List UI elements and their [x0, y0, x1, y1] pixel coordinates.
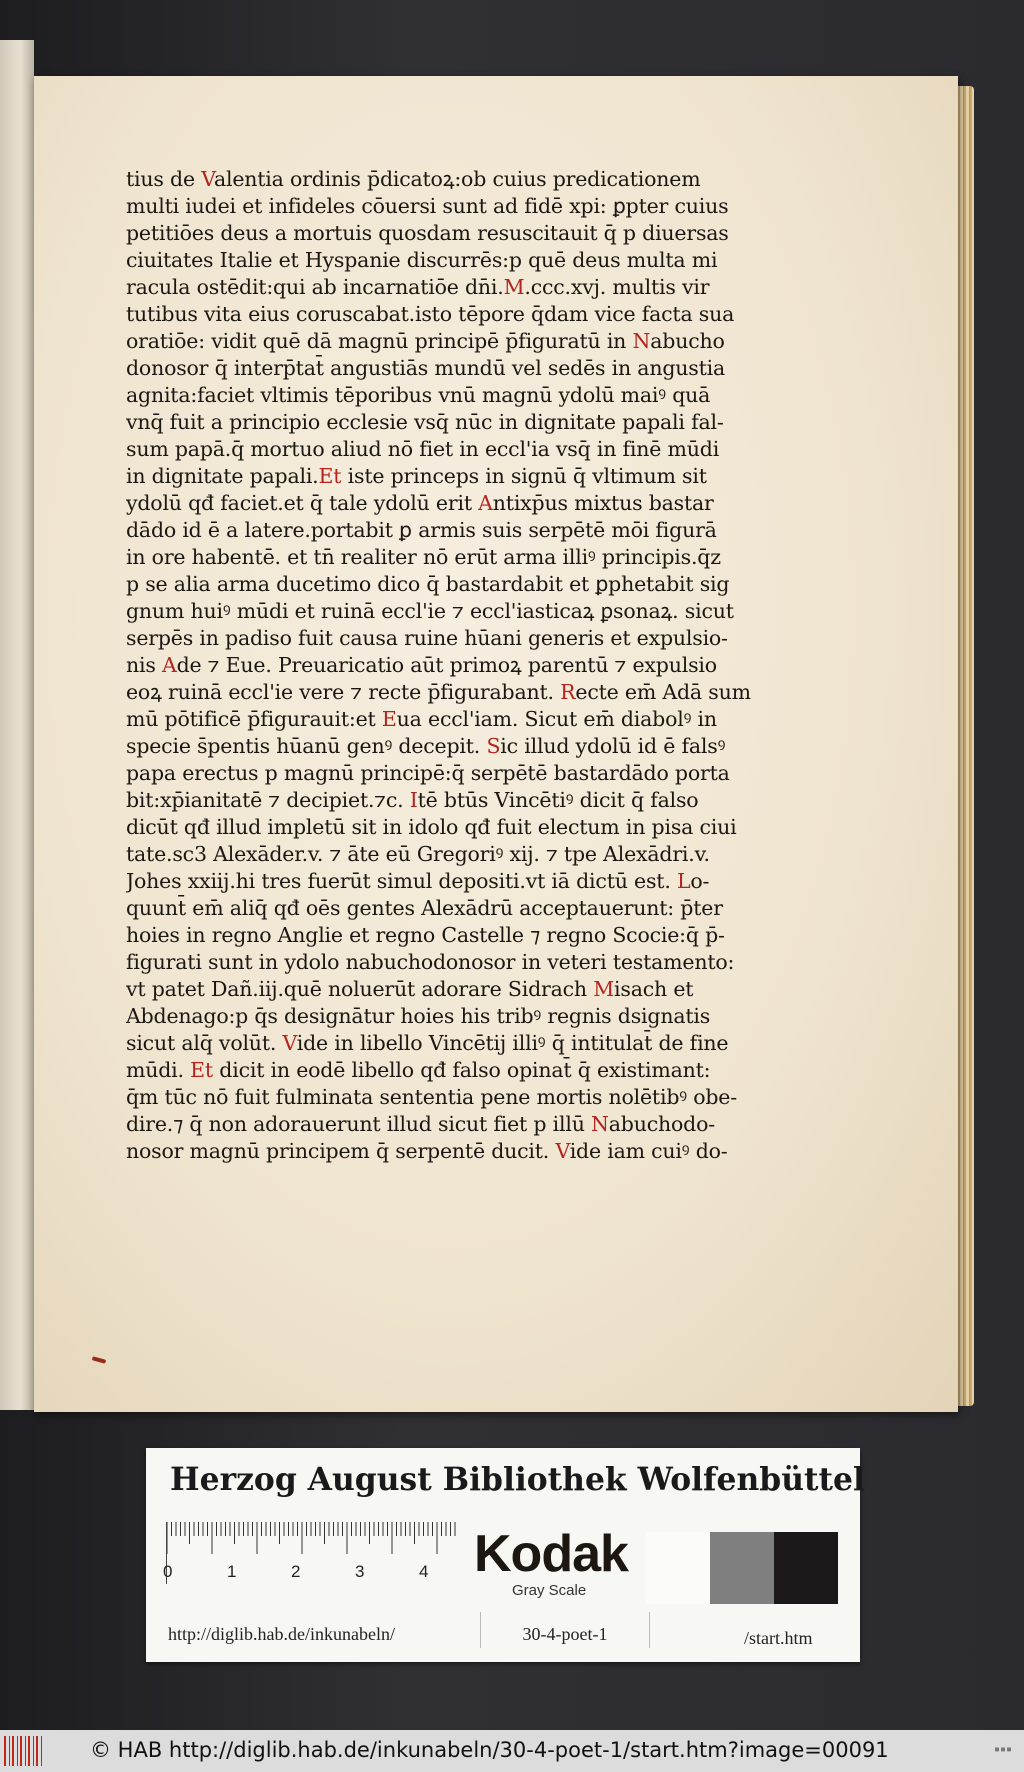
- url-right: /start.htm: [744, 1628, 813, 1648]
- text-segment: iste princeps in signū q̄ vltimum sit: [341, 464, 707, 488]
- rubric-initial: S: [486, 734, 501, 758]
- rubric-initial: E: [381, 707, 397, 731]
- text-line: [126, 841, 826, 868]
- text-line: [126, 895, 826, 922]
- ruler-number: 3: [355, 1562, 365, 1581]
- text-line: [126, 1111, 826, 1138]
- text-line: [126, 436, 826, 463]
- text-segment: bit:xp̄ianitatē ⁊ decipiet.⁊c.: [126, 788, 410, 812]
- text-line: [126, 733, 826, 760]
- text-segment: ide iam cuiꝰ do-: [569, 1139, 728, 1163]
- text-line: [126, 328, 826, 355]
- text-segment: dicit in eodē libello qđ falso opinat̄ q̄ existimant:: [212, 1058, 711, 1082]
- text-line: [126, 463, 826, 490]
- text-segment: alentia ordinis p̄dicatoꝝ:ob cuius predicationem: [213, 167, 701, 191]
- text-segment: gnum huiꝰ mūdi et ruinā eccl'ie ⁊ eccl'iasticaꝝ ꝑsonaꝝ. sicut: [126, 599, 734, 623]
- text-segment: vt patet Dañ.iij.quē noluerūt adorare Sidrach: [126, 977, 594, 1001]
- text-segment: vnq̄ fuit a principio ecclesie vsq̄ nūc in dignitate papali fal-: [126, 410, 724, 434]
- text-segment: multi iudei et infideles cōuersi sunt ad fidē xpi: ꝑpter cuius: [126, 194, 729, 218]
- text-line: [126, 1057, 826, 1084]
- ruler-ticks: [167, 1522, 461, 1556]
- text-segment: donosor q̄ interp̄tat̄ angustiās mundū vel sedēs in angustia: [126, 356, 725, 380]
- text-segment: ntixp̄us mixtus bastar: [492, 491, 714, 515]
- text-line: [126, 382, 826, 409]
- text-line: [126, 760, 826, 787]
- text-segment: oratiōe: vidit quē dā magnū principē p̄figuratū in: [126, 329, 633, 353]
- text-segment: quunt̄ em̄ aliq̄ qđ oēs gentes Alexādrū acceptauerunt: p̄ter: [126, 896, 723, 920]
- kodak-brand: [474, 1524, 642, 1604]
- rubric-initial: L: [676, 869, 691, 893]
- text-segment: racula ostēdit:qui ab incarnatiōe dn̄i.: [126, 275, 504, 299]
- rubric-initial: A: [478, 491, 493, 515]
- text-segment: sum papā.q̄ mortuo aliud nō fiet in eccl'ia vsq̄ in finē mūdi: [126, 437, 720, 461]
- text-line: [126, 490, 826, 517]
- text-segment: nosor magnū principem q̄ serpentē ducit.: [126, 1139, 556, 1163]
- text-segment: p se alia arma ducetimo dico q̄ bastardabit et ꝑphetabit sig: [126, 572, 730, 596]
- stray-ink-mark: [92, 1356, 107, 1363]
- library-label-card: [146, 1448, 865, 1662]
- footer-dots: ▪▪▪: [993, 1744, 1012, 1755]
- text-line: [126, 517, 826, 544]
- text-line: [126, 355, 826, 382]
- text-line: [126, 814, 826, 841]
- text-line: [126, 1030, 826, 1057]
- url-left: http://diglib.hab.de/inkunabeln/: [168, 1624, 395, 1644]
- book-page: [34, 76, 958, 1412]
- text-segment: ua eccl'iam. Sicut em̄ diabolꝰ in: [396, 707, 717, 731]
- text-segment: abuchodo-: [608, 1112, 715, 1136]
- rubric-initial: Et: [318, 464, 342, 488]
- text-line: [126, 706, 826, 733]
- text-segment: petitiōes deus a mortuis quosdam resuscitauit q̄ p diuersas: [126, 221, 729, 245]
- text-segment: in ore habentē. et tn̄ realiter nō erūt arma illiꝰ principis.q̄z: [126, 545, 721, 569]
- text-segment: papa erectus p magnū principē:q̄ serpētē bastardādo porta: [126, 761, 730, 785]
- gray-swatch-mid: [710, 1532, 774, 1604]
- text-line: [126, 571, 826, 598]
- text-line: [126, 193, 826, 220]
- rubric-initial: Et: [190, 1058, 213, 1082]
- ruler-number: 4: [419, 1562, 429, 1581]
- text-segment: ecte em̄ Adā sum: [575, 680, 751, 704]
- text-segment: abucho: [650, 329, 725, 353]
- text-line: [126, 220, 826, 247]
- text-line: [126, 544, 826, 571]
- text-segment: dire.⁊ q̄ non adorauerunt illud sicut fiet p illū: [126, 1112, 592, 1136]
- kodak-logo: Kodak: [474, 1525, 628, 1583]
- text-segment: dādo id ē a latere.portabit ꝑ armis suis serpētē mōi figurā: [126, 518, 717, 542]
- ruler-number: 2: [291, 1562, 301, 1581]
- footer-copyright: © HAB http://diglib.hab.de/inkunabeln/30-4-poet-1/start.htm?image=00091: [90, 1738, 889, 1762]
- rubric-initial: M: [593, 977, 615, 1001]
- rubric-initial: V: [555, 1139, 570, 1163]
- footer-bar: [0, 1730, 1024, 1772]
- text-segment: ide in libello Vincētij illiꝰ q̄ intitulat̄ de fine: [296, 1031, 729, 1055]
- url-id-box: [480, 1612, 650, 1648]
- text-line: [126, 787, 826, 814]
- text-segment: .ccc.xvj. multis vir: [524, 275, 710, 299]
- text-line: [126, 1084, 826, 1111]
- text-segment: eoꝝ ruinā eccl'ie vere ⁊ recte p̄figurabant.: [126, 680, 561, 704]
- left-page-edge: [0, 40, 34, 1410]
- text-segment: specie s̄pentis hūanū genꝰ decepit.: [126, 734, 487, 758]
- text-segment: ciuitates Italie et Hyspanie discurrēs:p quē deus multa mi: [126, 248, 718, 272]
- text-segment: tate.sc3 Alexāder.v. ⁊ āte eū Gregoriꝰ xij. ⁊ tpe Alexādri.v.: [126, 842, 710, 866]
- rubric-initial: V: [201, 167, 214, 191]
- text-segment: tutibus vita eius coruscabat.isto tēpore q̄dam vice facta sua: [126, 302, 735, 326]
- text-line: [126, 301, 826, 328]
- text-segment: o-: [690, 869, 710, 893]
- text-segment: in dignitate papali.: [126, 464, 319, 488]
- text-line: [126, 598, 826, 625]
- text-line: [126, 274, 826, 301]
- text-line: [126, 247, 826, 274]
- url-id: 30-4-poet-1: [522, 1624, 608, 1644]
- text-line: [126, 1138, 826, 1165]
- gray-swatch-white: [646, 1532, 710, 1604]
- rubric-initial: I: [409, 788, 418, 812]
- text-line: [126, 625, 826, 652]
- barcode-icon: [4, 1736, 44, 1766]
- text-segment: dicūt qđ illud impletū sit in idolo qđ fuit electum in pisa ciui: [126, 815, 737, 839]
- text-segment: ydolū qđ faciet.et q̄ tale ydolū erit: [126, 491, 479, 515]
- gray-swatch-black: [774, 1532, 838, 1604]
- rubric-initial: A: [162, 653, 177, 677]
- text-line: [126, 922, 826, 949]
- text-line: [126, 949, 826, 976]
- text-block: [126, 166, 826, 1165]
- text-segment: sicut alq̄ volūt.: [126, 1031, 283, 1055]
- text-segment: mūdi.: [126, 1058, 191, 1082]
- library-name: Herzog August Bibliothek Wolfenbüttel: [170, 1460, 865, 1498]
- text-segment: Abdenago:p q̄s designātur hoies his tribꝰ regnis dsignatis: [126, 1004, 711, 1028]
- rubric-initial: M: [503, 275, 525, 299]
- text-segment: ic illud ydolū id ē falsꝰ: [500, 734, 726, 758]
- text-line: [126, 976, 826, 1003]
- ruler-number: 1: [227, 1562, 237, 1581]
- text-segment: serpēs in padiso fuit causa ruine hūani generis et expulsio-: [126, 626, 728, 650]
- ruler: [163, 1522, 461, 1584]
- rubric-initial: V: [282, 1031, 297, 1055]
- text-segment: agnita:faciet vltimis tēporibus vnū magnū ydolū maiꝰ quā: [126, 383, 711, 407]
- text-segment: q̄m tūc nō fuit fulminata sententia pene mortis nolētibꝰ obe-: [126, 1085, 737, 1109]
- text-line: [126, 166, 826, 193]
- text-segment: de ⁊ Eue. Preuaricatio aūt primoꝝ parentū ⁊ expulsio: [176, 653, 717, 677]
- ruler-number: 0: [163, 1562, 173, 1581]
- rubric-initial: R: [560, 680, 576, 704]
- text-segment: hoies in regno Anglie et regno Castelle ⁊ regno Scocie:q̄ p̄-: [126, 923, 725, 947]
- text-segment: nis: [126, 653, 162, 677]
- text-line: [126, 409, 826, 436]
- text-segment: figurati sunt in ydolo nabuchodonosor in veteri testamento:: [126, 950, 735, 974]
- gray-scale-label: Gray Scale: [512, 1582, 587, 1599]
- text-segment: Johes xxiij.hi tres fuerūt simul depositi.vt iā dictū est.: [126, 869, 677, 893]
- text-segment: isach et: [614, 977, 694, 1001]
- text-line: [126, 679, 826, 706]
- text-line: [126, 868, 826, 895]
- text-segment: mū pōtificē p̄figurauit:et: [126, 707, 382, 731]
- rubric-initial: N: [632, 329, 651, 353]
- text-line: [126, 652, 826, 679]
- text-line: [126, 1003, 826, 1030]
- text-segment: tius de: [126, 167, 202, 191]
- rubric-initial: N: [591, 1112, 609, 1136]
- text-segment: tē btūs Vincētiꝰ dicit q̄ falso: [417, 788, 699, 812]
